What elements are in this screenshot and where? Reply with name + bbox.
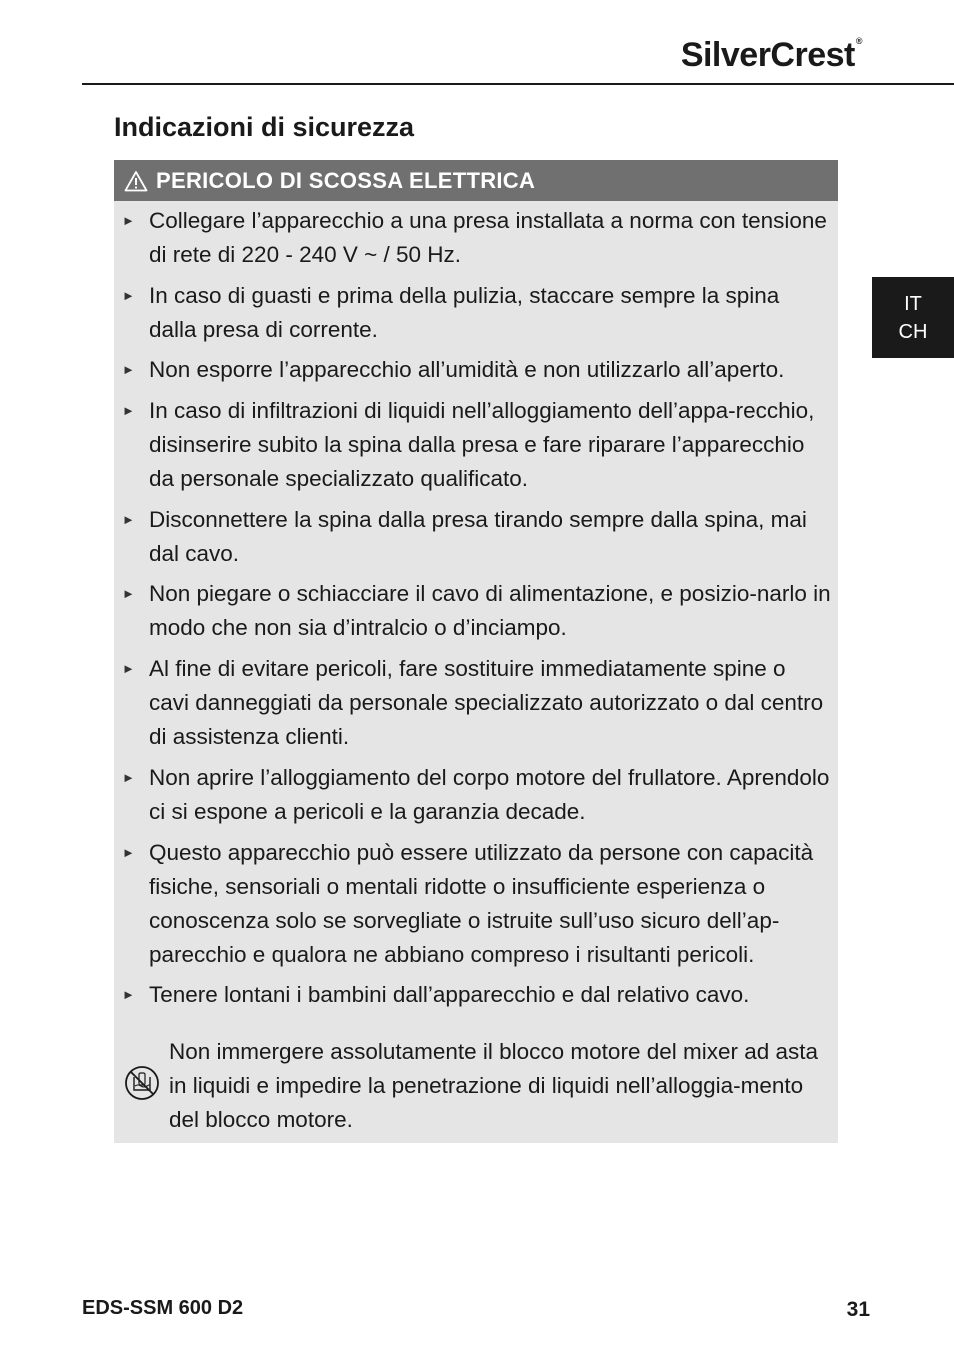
bullet-arrow-icon: ► (122, 512, 135, 527)
warning-triangle-icon (124, 170, 148, 192)
list-item: ► Non aprire l’alloggiamento del corpo motore del frullatore. Aprendolo ci si espone a pericoli e la garanzia decade. (149, 761, 831, 829)
warning-header (114, 160, 838, 201)
bullet-arrow-icon: ► (122, 586, 135, 601)
brand-logo: SilverCrest® (680, 36, 862, 74)
list-item: ► Questo apparecchio può essere utilizzato da persone con capacità fisiche, sensoriali o mentali ridotte o insufficiente esperienza o conoscenza solo se sorvegliate o istruite sull’uso sicuro dell’ap-parecchio e qualora ne abbiano compreso i risultanti pericoli. (149, 836, 831, 972)
list-item: ► Non esporre l’apparecchio all’umidità e non utilizzarlo all’aperto. (149, 353, 831, 387)
bullet-arrow-icon: ► (122, 362, 135, 377)
language-tab-line1: IT (904, 292, 922, 315)
language-tab-line2: CH (898, 320, 928, 343)
list-item: ► Non piegare o schiacciare il cavo di alimentazione, e posizio-narlo in modo che non sia d’intralcio o d’inciampo. (149, 577, 831, 645)
bullet-arrow-icon: ► (122, 661, 135, 676)
list-item: ► Al fine di evitare pericoli, fare sostituire immediatamente spine o cavi danneggiati da personale specializzato autorizzato o dal centro di assistenza clienti. (149, 652, 831, 754)
no-immersion-icon (124, 1065, 160, 1101)
header-divider (82, 83, 954, 85)
footer-model: EDS-SSM 600 D2 (82, 1297, 244, 1319)
bullet-arrow-icon: ► (122, 987, 135, 1002)
bullet-arrow-icon: ► (122, 403, 135, 418)
list-item: ► In caso di guasti e prima della pulizia, staccare sempre la spina dalla presa di corrente. (149, 279, 831, 347)
language-tab (872, 277, 954, 358)
note-text: Non immergere assolutamente il blocco motore del mixer ad asta in liquidi e impedire la penetrazione di liquidi nell’alloggia-mento del blocco motore. (169, 1039, 819, 1132)
bullet-arrow-icon: ► (122, 845, 135, 860)
page-number: 31 (846, 1298, 870, 1321)
warning-header-label: PERICOLO DI SCOSSA ELETTRICA (156, 167, 536, 193)
bullet-arrow-icon: ► (122, 770, 135, 785)
warning-box (114, 160, 838, 1143)
bullet-arrow-icon: ► (122, 213, 135, 228)
section-title: Indicazioni di sicurezza (114, 112, 415, 142)
list-item: ► In caso di infiltrazioni di liquidi nell’alloggiamento dell’appa-recchio, disinserire subito la spina dalla presa e fare riparare l’apparecchio da personale specializzato qualificato. (149, 394, 831, 496)
list-item: ► Tenere lontani i bambini dall’apparecchio e dal relativo cavo. (149, 978, 831, 1012)
list-item: ► Disconnettere la spina dalla presa tirando sempre dalla spina, mai dal cavo. (149, 503, 831, 571)
list-item: ► Collegare l’apparecchio a una presa installata a norma con tensione di rete di 220 - 240 V ~ / 50 Hz. (149, 204, 831, 272)
bullet-arrow-icon: ► (122, 288, 135, 303)
